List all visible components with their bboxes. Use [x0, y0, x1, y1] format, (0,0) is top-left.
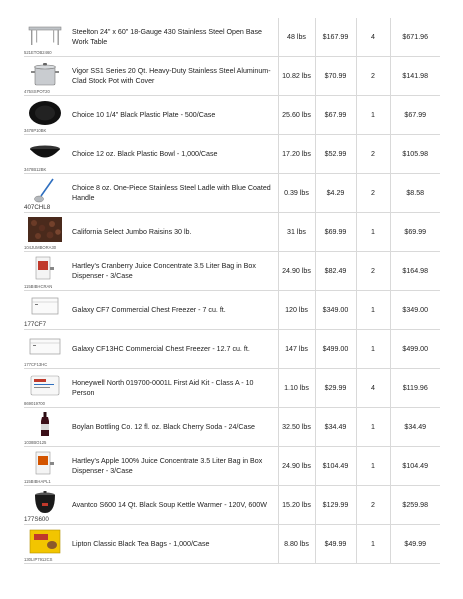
product-description: Steelton 24" x 60" 18-Gauge 430 Stainless Steel Open Base Work Table [68, 18, 278, 57]
product-weight: 1.10 lbs [278, 369, 315, 408]
tea-box-icon [26, 528, 64, 555]
unit-price: $34.49 [315, 408, 356, 447]
unit-price: $52.99 [315, 135, 356, 174]
product-description: Honeywell North 019700-0001L First Aid Kit - Class A - 10 Person [68, 369, 278, 408]
product-image-cell [24, 18, 68, 57]
unit-price: $349.00 [315, 291, 356, 330]
table-row [24, 252, 440, 291]
line-total: $141.98 [390, 57, 440, 96]
line-total: $8.58 [390, 174, 440, 213]
raisins-icon [26, 216, 64, 243]
quantity: 1 [356, 525, 390, 564]
quantity: 2 [356, 135, 390, 174]
table-row [24, 174, 440, 213]
product-sku: 869019700 [24, 401, 45, 406]
product-image-cell [24, 213, 68, 252]
table-row [24, 135, 440, 174]
product-sku: 3478P10BK [24, 128, 47, 133]
product-sku: 3478B12BK [24, 167, 47, 172]
quantity: 1 [356, 291, 390, 330]
product-weight: 0.39 lbs [278, 174, 315, 213]
line-total: $259.98 [390, 486, 440, 525]
product-image-cell [24, 408, 68, 447]
product-sku: 115BIBHCRAN [24, 284, 53, 289]
unit-price: $167.99 [315, 18, 356, 57]
product-image-cell [24, 330, 68, 369]
quantity: 4 [356, 18, 390, 57]
line-total: $104.49 [390, 447, 440, 486]
product-description: California Select Jumbo Raisins 30 lb. [68, 213, 278, 252]
unit-price: $49.99 [315, 525, 356, 564]
product-description: Avantco S600 14 Qt. Black Soup Kettle Warmer - 120V, 600W [68, 486, 278, 525]
line-total: $119.96 [390, 369, 440, 408]
product-weight: 31 lbs [278, 213, 315, 252]
product-sku: 104JUMBORA30 [24, 245, 57, 250]
product-image-cell [24, 174, 68, 213]
product-weight: 15.20 lbs [278, 486, 315, 525]
soda-bottle-icon [26, 411, 64, 438]
unit-price: $499.00 [315, 330, 356, 369]
soup-kettle-icon [26, 489, 64, 516]
product-image-cell [24, 135, 68, 174]
unit-price: $29.99 [315, 369, 356, 408]
product-weight: 17.20 lbs [278, 135, 315, 174]
table-row [24, 447, 440, 486]
quantity: 4 [356, 369, 390, 408]
product-weight: 24.90 lbs [278, 252, 315, 291]
juice-dispenser-icon [26, 450, 64, 477]
product-image-cell [24, 369, 68, 408]
unit-price: $129.99 [315, 486, 356, 525]
table-row [24, 408, 440, 447]
order-table-container [24, 18, 440, 564]
table-row [24, 291, 440, 330]
product-weight: 48 lbs [278, 18, 315, 57]
product-sku: 407CHL8 [24, 204, 51, 211]
product-weight: 25.60 lbs [278, 96, 315, 135]
product-sku: 177CF7 [24, 321, 47, 328]
product-weight: 8.80 lbs [278, 525, 315, 564]
unit-price: $4.29 [315, 174, 356, 213]
table-row [24, 57, 440, 96]
unit-price: $70.99 [315, 57, 356, 96]
ladle-icon [26, 177, 64, 204]
bowl-icon [26, 138, 64, 165]
line-total: $349.00 [390, 291, 440, 330]
product-description: Hartley's Apple 100% Juice Concentrate 3.5 Liter Bag in Box Dispenser - 3/Case [68, 447, 278, 486]
line-total: $34.49 [390, 408, 440, 447]
product-description: Choice 12 oz. Black Plastic Bowl - 1,000/Case [68, 135, 278, 174]
line-total: $164.98 [390, 252, 440, 291]
product-description: Choice 8 oz. One-Piece Stainless Steel Ladle with Blue Coated Handle [68, 174, 278, 213]
table-row [24, 330, 440, 369]
product-description: Hartley's Cranberry Juice Concentrate 3.5 Liter Bag in Box Dispenser - 3/Case [68, 252, 278, 291]
freezer-icon [26, 333, 64, 360]
product-weight: 120 lbs [278, 291, 315, 330]
product-sku: 521ETOB2460 [24, 50, 52, 55]
unit-price: $67.99 [315, 96, 356, 135]
product-sku: 475SSPOT20 [24, 89, 50, 94]
table-row [24, 213, 440, 252]
line-total: $67.99 [390, 96, 440, 135]
first-aid-kit-icon [26, 372, 64, 399]
product-image-cell [24, 486, 68, 525]
product-weight: 10.82 lbs [278, 57, 315, 96]
product-weight: 147 lbs [278, 330, 315, 369]
unit-price: $104.49 [315, 447, 356, 486]
product-description: Galaxy CF7 Commercial Chest Freezer - 7 cu. ft. [68, 291, 278, 330]
product-image-cell [24, 252, 68, 291]
product-sku: 177CF13HC [24, 362, 48, 367]
product-image-cell [24, 96, 68, 135]
line-total: $499.00 [390, 330, 440, 369]
quantity: 1 [356, 447, 390, 486]
line-total: $105.98 [390, 135, 440, 174]
product-sku: 1038BO125 [24, 440, 47, 445]
order-table [24, 18, 440, 564]
quantity: 1 [356, 408, 390, 447]
product-description: Galaxy CF13HC Commercial Chest Freezer - 12.7 cu. ft. [68, 330, 278, 369]
table-row [24, 486, 440, 525]
freezer-icon [26, 294, 64, 321]
product-description: Lipton Classic Black Tea Bags - 1,000/Case [68, 525, 278, 564]
stock-pot-icon [26, 60, 64, 87]
product-sku: 130LIP7912CS [24, 557, 53, 562]
table-row [24, 18, 440, 57]
product-weight: 24.90 lbs [278, 447, 315, 486]
plate-icon [26, 99, 64, 126]
quantity: 1 [356, 330, 390, 369]
table-row [24, 96, 440, 135]
product-image-cell [24, 291, 68, 330]
table-row [24, 525, 440, 564]
product-description: Boylan Bottling Co. 12 fl. oz. Black Cherry Soda - 24/Case [68, 408, 278, 447]
quantity: 2 [356, 486, 390, 525]
product-description: Choice 10 1/4" Black Plastic Plate - 500/Case [68, 96, 278, 135]
product-image-cell [24, 57, 68, 96]
line-total: $49.99 [390, 525, 440, 564]
product-image-cell [24, 447, 68, 486]
product-image-cell [24, 525, 68, 564]
line-total: $671.96 [390, 18, 440, 57]
juice-dispenser-icon [26, 255, 64, 282]
product-weight: 32.50 lbs [278, 408, 315, 447]
quantity: 2 [356, 252, 390, 291]
product-sku: 177S600 [24, 516, 49, 523]
unit-price: $69.99 [315, 213, 356, 252]
table-row [24, 369, 440, 408]
quantity: 2 [356, 57, 390, 96]
unit-price: $82.49 [315, 252, 356, 291]
quantity: 2 [356, 174, 390, 213]
quantity: 1 [356, 96, 390, 135]
table-icon [26, 21, 64, 48]
line-total: $69.99 [390, 213, 440, 252]
quantity: 1 [356, 213, 390, 252]
product-sku: 115BIBHAPL1 [24, 479, 51, 484]
product-description: Vigor SS1 Series 20 Qt. Heavy-Duty Stainless Steel Aluminum-Clad Stock Pot with Cover [68, 57, 278, 96]
